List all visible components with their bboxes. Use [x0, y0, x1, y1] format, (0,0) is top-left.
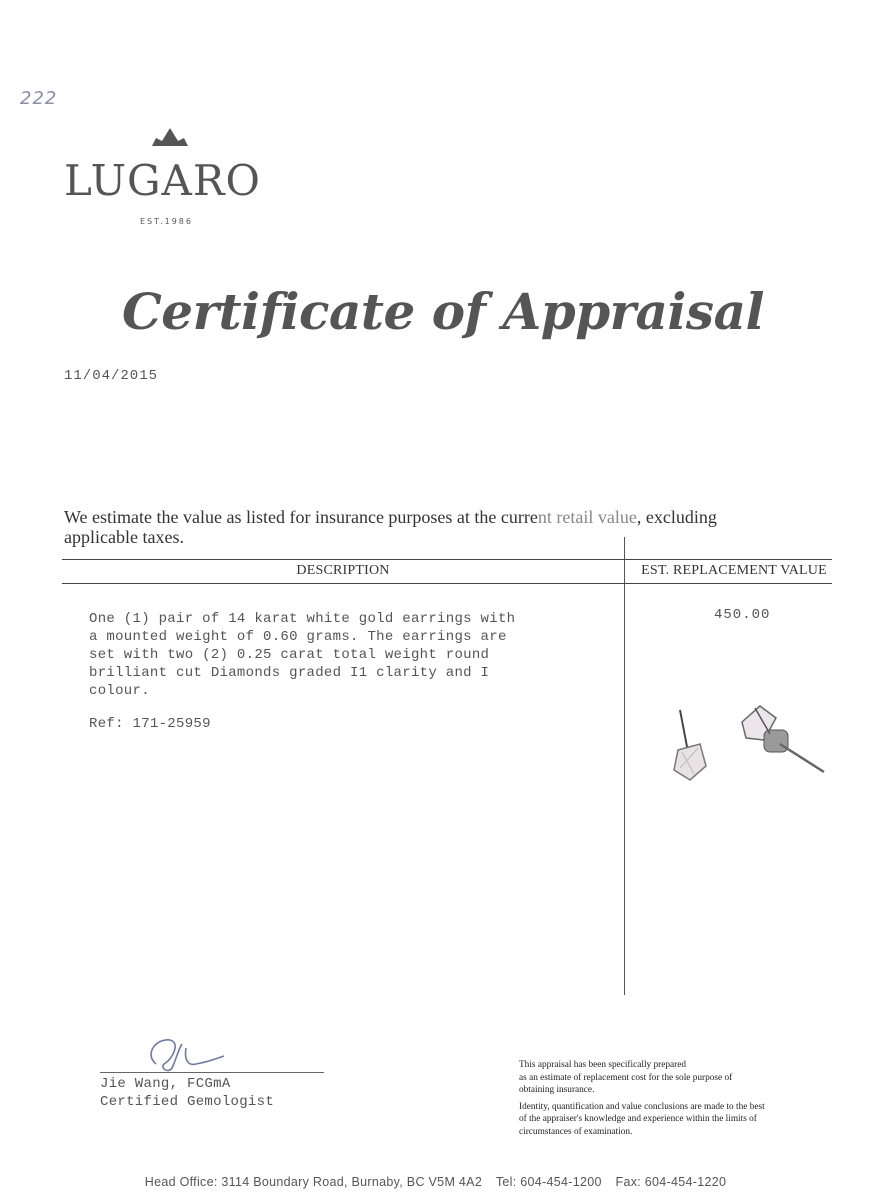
- footer-phone: Tel: 604-454-1200: [495, 1175, 602, 1189]
- earrings-photo: [660, 700, 830, 790]
- item-reference: Ref: 171-25959: [89, 716, 211, 732]
- disclaimer-purpose: This appraisal has been specifically prepared as an estimate of replacement cost for the sole purpose of obtaining insurance.: [519, 1060, 733, 1095]
- table-header-rule: [62, 583, 832, 584]
- value-header: EST. REPLACEMENT VALUE: [641, 563, 827, 578]
- footer-fax: Fax: 604-454-1220: [615, 1175, 727, 1189]
- footer-address: Head Office: 3114 Boundary Road, Burnaby, BC V5M 4A2: [144, 1175, 483, 1189]
- appraiser: [100, 1075, 274, 1111]
- brand-established: EST.1986: [140, 217, 193, 226]
- column-divider: [624, 537, 625, 995]
- crown-icon: [150, 126, 190, 148]
- disclaimer: [519, 1059, 819, 1142]
- replacement-value: 450.00: [714, 607, 771, 623]
- certificate-title: Certificate of Appraisal: [122, 282, 764, 341]
- intro-text-2: nt retail value: [537, 507, 637, 527]
- appraisal-date: 11/04/2015: [64, 368, 159, 384]
- intro-text-1: We estimate the value as listed for insurance purposes at the curre: [64, 507, 538, 527]
- description-header: DESCRIPTION: [296, 563, 390, 578]
- footer: [0, 1175, 871, 1189]
- signature: [138, 1034, 228, 1078]
- handwritten-number: 222: [20, 88, 58, 109]
- table-top-rule: [62, 559, 832, 560]
- intro-text-3: , excluding applicable taxes.: [64, 507, 717, 547]
- appraiser-title: Certified Gemologist: [100, 1094, 275, 1110]
- brand-logo: LUGARO: [64, 156, 261, 205]
- intro-statement: [64, 507, 784, 547]
- appraiser-name: Jie Wang, FCGmA: [100, 1076, 231, 1092]
- disclaimer-limits: Identity, quantification and value conclusions are made to the best of the appraiser's knowledge and experience within the limits of circumstances of examination.: [519, 1101, 765, 1137]
- item-description: One (1) pair of 14 karat white gold earrings with a mounted weight of 0.60 grams. The earrings are set with two (2) 0.25 carat total weight round brilliant cut Diamonds graded I1 clarity and I colour.: [89, 611, 516, 699]
